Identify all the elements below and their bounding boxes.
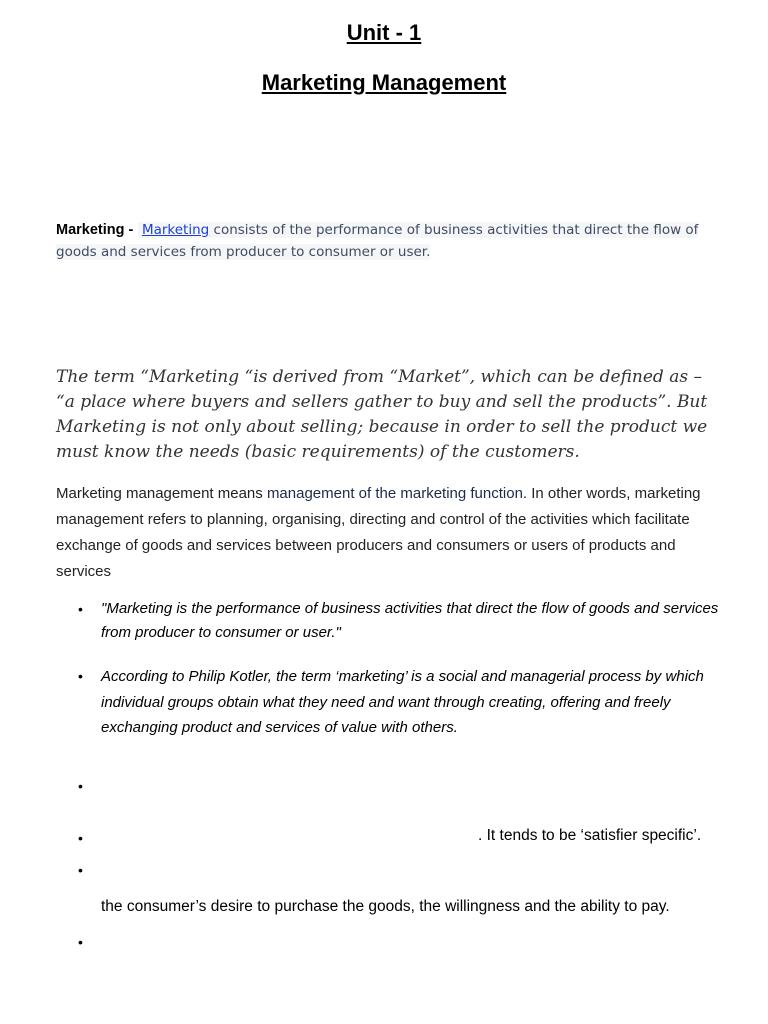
definition-text-line1: consists of the performance of business activities that direct the flow of bbox=[209, 222, 699, 238]
bullet-marker: • bbox=[78, 830, 83, 846]
bullet-marker: • bbox=[78, 668, 83, 684]
definition-lead: Marketing - bbox=[56, 222, 134, 238]
bullet-marker: • bbox=[78, 934, 83, 950]
bullet-item-definition: "Marketing is the performance of business activities that direct the flow of goods and services from producer to consumer or user." bbox=[101, 600, 719, 641]
paragraph-after: . In other words, marketing management refers to planning, organising, directing and control of the activities which facilitate exchange of goods and services between producers and consumers or users of products and services bbox=[56, 485, 701, 580]
marketing-management-paragraph bbox=[56, 481, 726, 585]
bullet-item-consumer-desire: the consumer’s desire to purchase the goods, the willingness and the ability to pay. bbox=[101, 898, 670, 915]
definition-text-line2: goods and services from producer to consumer or user. bbox=[56, 244, 431, 260]
marketing-definition bbox=[56, 219, 726, 263]
bullet-item-satisfier: . It tends to be ‘satisfier specific’. bbox=[478, 827, 702, 844]
bullet-marker: • bbox=[78, 601, 83, 617]
marketing-link[interactable]: Marketing bbox=[141, 222, 210, 238]
market-term-quote: The term “Marketing “is derived from “Market”, which can be defined as – “a place where buyers and sellers gather to buy and sell the products”. But Marketing is not only about selling; because in order to sell the product we must know the needs (basic requirements) of the customers. bbox=[56, 367, 708, 462]
bullet-marker: • bbox=[78, 778, 83, 794]
page-title: Marketing Management bbox=[261, 70, 507, 95]
paragraph-before: Marketing management means bbox=[56, 485, 267, 502]
bullet-item-kotler: According to Philip Kotler, the term ‘marketing’ is a social and managerial process by which individual groups obtain what they need and want through creating, offering and freely exchanging product and services of value with others. bbox=[101, 668, 704, 736]
bullet-marker: • bbox=[78, 862, 83, 878]
paragraph-emphasis: management of the marketing function bbox=[266, 485, 523, 502]
unit-heading: Unit - 1 bbox=[346, 20, 422, 45]
